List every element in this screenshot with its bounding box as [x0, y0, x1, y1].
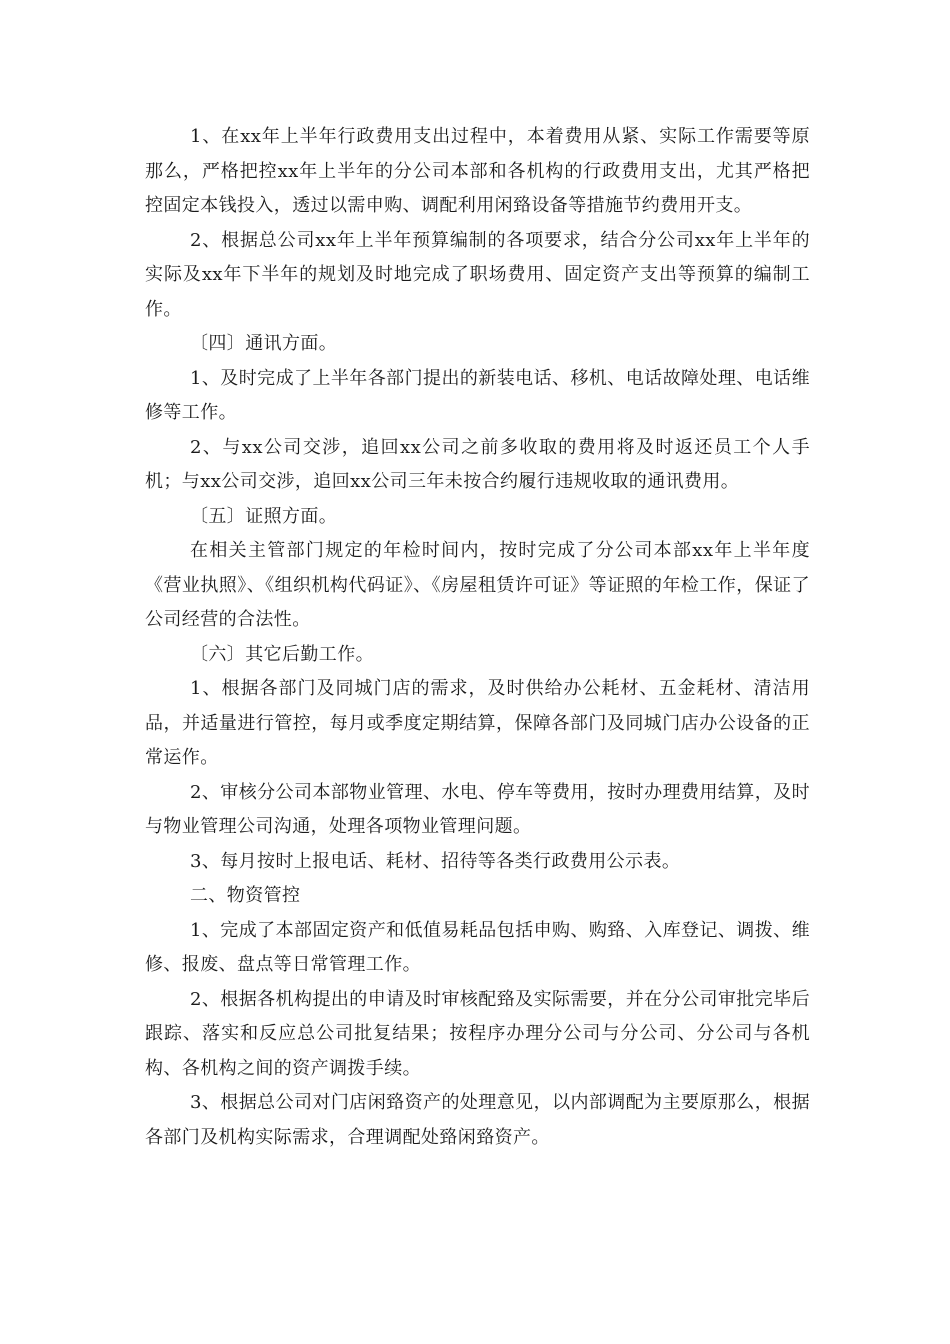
section-heading: 〔六〕其它后勤工作。 — [190, 643, 374, 665]
paragraph: 1、及时完成了上半年各部门提出的新装电话、移机、电话故障处理、电话维修等工作。 — [145, 367, 810, 423]
paragraph: 2、根据总公司xx年上半年预算编制的各项要求，结合分公司xx年上半年的实际及xx年下半年的规划及时地完成了职场费用、固定资产支出等预算的编制工作。 — [145, 229, 810, 320]
paragraph: 2、根据各机构提出的申请及时审核配臵及实际需要，并在分公司审批完毕后跟踪、落实和反应总公司批复结果；按程序办理分公司与分公司、分公司与各机构、各机构之间的资产调拨手续。 — [145, 988, 810, 1079]
section-heading: 〔五〕证照方面。 — [190, 505, 338, 527]
paragraph: 2、审核分公司本部物业管理、水电、停车等费用，按时办理费用结算，及时与物业管理公司沟通，处理各项物业管理问题。 — [145, 781, 810, 837]
section-heading: 二、物资管控 — [190, 885, 301, 906]
paragraph: 2、与xx公司交涉，追回xx公司之前多收取的费用将及时返还员工个人手机；与xx公司交涉，追回xx公司三年未按合约履行违规收取的通讯费用。 — [145, 436, 810, 492]
paragraph: 3、根据总公司对门店闲臵资产的处理意见，以内部调配为主要原那么，根据各部门及机构实际需求，合理调配处臵闲臵资产。 — [145, 1092, 810, 1148]
paragraph: 1、在xx年上半年行政费用支出过程中，本着费用从紧、实际工作需要等原那么，严格把控xx年上半年的分公司本部和各机构的行政费用支出，尤其严格把控固定本钱投入，透过以需申购、调配利用闲臵设备等措施节约费用开支。 — [145, 126, 810, 216]
document-body — [145, 120, 810, 1155]
paragraph: 1、根据各部门及同城门店的需求，及时供给办公耗材、五金耗材、清洁用品，并适量进行管控，每月或季度定期结算，保障各部门及同城门店办公设备的正常运作。 — [145, 678, 810, 768]
paragraph: 3、每月按时上报电话、耗材、招待等各类行政费用公示表。 — [190, 850, 681, 872]
paragraph: 1、完成了本部固定资产和低值易耗品包括申购、购臵、入库登记、调拨、维修、报废、盘点等日常管理工作。 — [145, 919, 810, 975]
section-heading: 〔四〕通讯方面。 — [190, 333, 338, 354]
paragraph: 在相关主管部门规定的年检时间内，按时完成了分公司本部xx年上半年度《营业执照》、《组织机构代码证》、《房屋租赁许可证》等证照的年检工作，保证了公司经营的合法性。 — [145, 540, 810, 630]
